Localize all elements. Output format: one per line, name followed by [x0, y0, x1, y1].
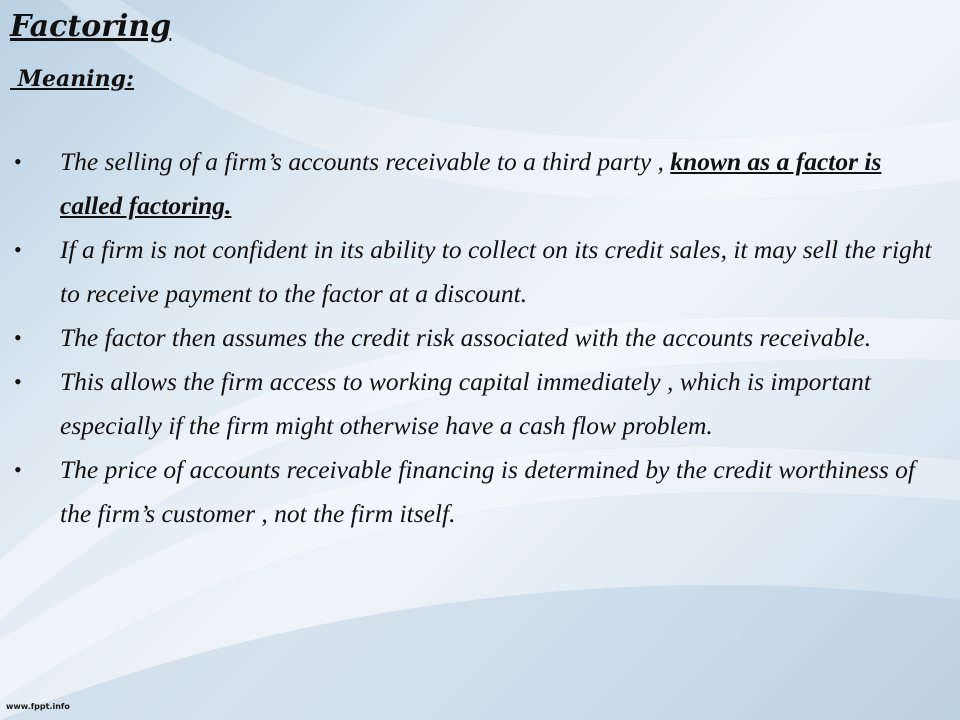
bullet-item	[14, 360, 950, 448]
bullet-marker: •	[14, 149, 22, 174]
bullet-text: This allows the firm access to working capital immediately , which is important especially if the firm might otherwise have a cash flow problem.	[60, 367, 872, 440]
slide-title: Factoring	[10, 9, 172, 44]
bullet-text-underlined: known as a factor is called factoring.	[60, 147, 882, 220]
bullet-list	[14, 140, 950, 536]
bullet-marker: •	[14, 237, 22, 262]
bullet-item	[14, 316, 950, 360]
bullet-item	[14, 140, 950, 228]
bullet-text: The selling of a firm’s accounts receivable to a third party ,	[60, 147, 671, 176]
slide-subtitle: Meaning:	[10, 66, 135, 92]
bullet-item	[14, 448, 950, 536]
bullet-marker: •	[14, 369, 22, 394]
bullet-marker: •	[14, 457, 22, 482]
bullet-text: If a firm is not confident in its ability to collect on its credit sales, it may sell the right to receive payment to the factor at a discount.	[60, 235, 932, 308]
bullet-text: The factor then assumes the credit risk associated with the accounts receivable.	[60, 323, 872, 352]
bullet-item	[14, 228, 950, 316]
bullet-text: The price of accounts receivable financing is determined by the credit worthiness of the firm’s customer , not the firm itself.	[60, 455, 916, 528]
watermark-logo: www.fppt.info	[6, 702, 70, 711]
bullet-marker: •	[14, 325, 22, 350]
